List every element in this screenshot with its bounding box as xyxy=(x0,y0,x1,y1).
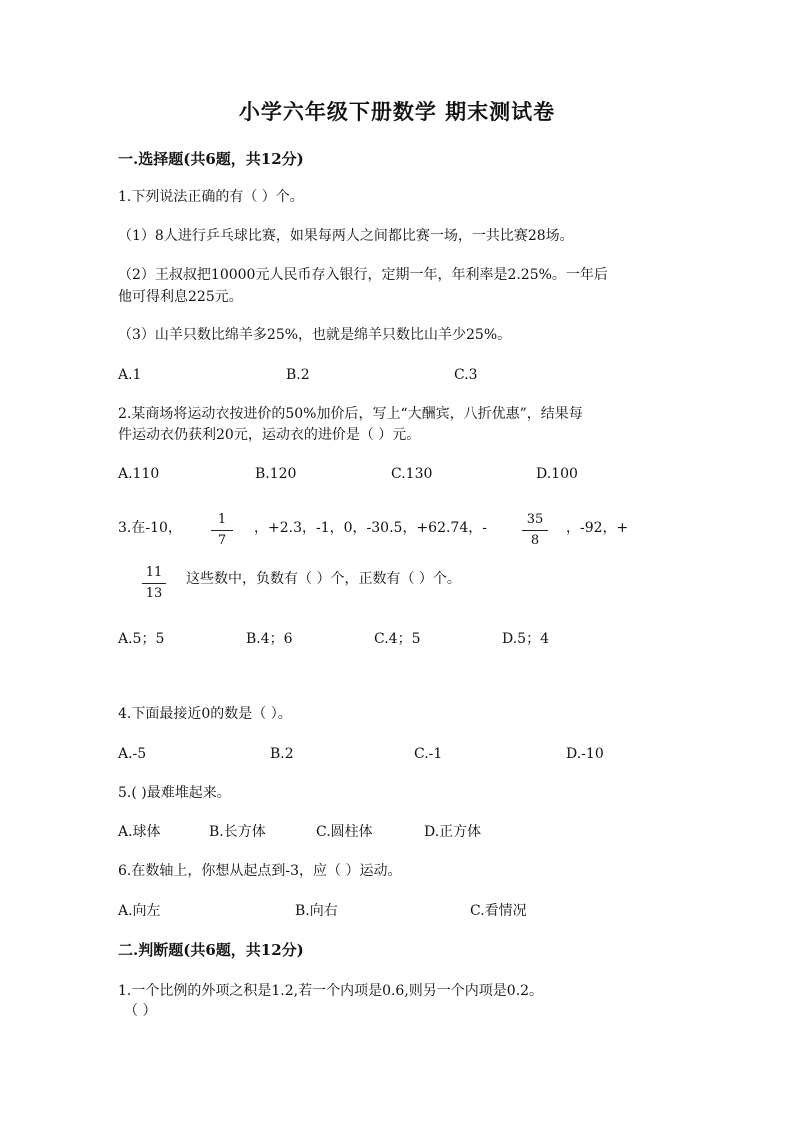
option-b: B.长方体 xyxy=(209,824,266,840)
fraction-numerator: 11 xyxy=(145,565,163,580)
option-a: A.1 xyxy=(118,367,142,383)
option-b: B.2 xyxy=(286,367,310,383)
option-d: D.5；4 xyxy=(502,631,549,647)
fraction-eleven-thirteenths xyxy=(142,565,166,602)
question-1-statement-1: （1）8人进行乒乓球比赛，如果每两人之间都比赛一场，一共比赛28场。 xyxy=(118,228,574,244)
section-heading-judgement: 二.判断题(共6题，共12分) xyxy=(118,941,304,959)
question-3-suffix: ，-92，+ xyxy=(566,520,629,536)
option-c: C.3 xyxy=(454,367,478,383)
question-5-stem: 5.( )最难堆起来。 xyxy=(118,785,231,801)
fraction-numerator: 1 xyxy=(217,512,227,527)
fraction-bar xyxy=(142,583,166,584)
question-3-middle: ，+2.3，-1，0，-30.5，+62.74，- xyxy=(254,520,487,536)
judgement-1-line-1: 1.一个比例的外项之积是1.2,若一个内项是0.6,则另一个内项是0.2。 xyxy=(118,983,544,999)
fraction-denominator: 13 xyxy=(145,586,163,601)
fraction-denominator: 7 xyxy=(217,533,227,548)
option-a: A.110 xyxy=(118,466,160,482)
option-c: C.4；5 xyxy=(374,631,421,647)
option-c: C.圆柱体 xyxy=(316,824,373,840)
option-a: A.-5 xyxy=(118,746,147,762)
question-6-stem: 6.在数轴上，你想从起点到-3，应（ ）运动。 xyxy=(118,863,402,879)
option-a: A.球体 xyxy=(118,824,161,840)
option-c: C.-1 xyxy=(414,746,443,762)
fraction-bar xyxy=(211,530,233,531)
judgement-1-answer-blank: （ ） xyxy=(124,1003,157,1019)
option-b: B.120 xyxy=(255,466,297,482)
option-c: C.130 xyxy=(391,466,433,482)
question-1-statement-3: （3）山羊只数比绵羊多25%，也就是绵羊只数比山羊少25%。 xyxy=(118,327,512,343)
option-c: C.看情况 xyxy=(470,903,527,919)
question-3-line-2: 这些数中，负数有（ ）个，正数有（ ）个。 xyxy=(186,571,461,587)
fraction-thirty-five-eighths xyxy=(522,512,548,549)
option-d: D.-10 xyxy=(566,746,604,762)
question-2-line-2: 件运动衣仍获利20元，运动衣的进价是（ ）元。 xyxy=(118,427,421,443)
question-4-stem: 4.下面最接近0的数是（ ）。 xyxy=(118,706,292,722)
option-d: D.正方体 xyxy=(424,824,482,840)
option-b: B.向右 xyxy=(295,903,338,919)
option-a: A.向左 xyxy=(118,903,161,919)
option-a: A.5；5 xyxy=(118,631,165,647)
question-2-line-1: 2.某商场将运动衣按进价的50%加价后，写上“大酬宾，八折优惠”，结果每 xyxy=(118,406,583,422)
question-3-prefix: 3.在-10， xyxy=(118,520,182,536)
page-title: 小学六年级下册数学 期末测试卷 xyxy=(238,99,556,124)
option-d: D.100 xyxy=(536,466,578,482)
section-heading-choice: 一.选择题(共6题，共12分) xyxy=(118,150,304,168)
question-1-statement-2-line-1: （2）王叔叔把10000元人民币存入银行，定期一年，年利率是2.25%。一年后 xyxy=(118,267,608,283)
fraction-numerator: 35 xyxy=(526,512,544,527)
fraction-denominator: 8 xyxy=(530,533,540,548)
option-b: B.4；6 xyxy=(246,631,293,647)
option-b: B.2 xyxy=(270,746,294,762)
question-1-stem: 1.下列说法正确的有（ ）个。 xyxy=(118,189,304,205)
fraction-bar xyxy=(522,530,548,531)
question-1-statement-2-line-2: 他可得利息225元。 xyxy=(118,289,243,305)
fraction-one-seventh xyxy=(211,512,233,549)
